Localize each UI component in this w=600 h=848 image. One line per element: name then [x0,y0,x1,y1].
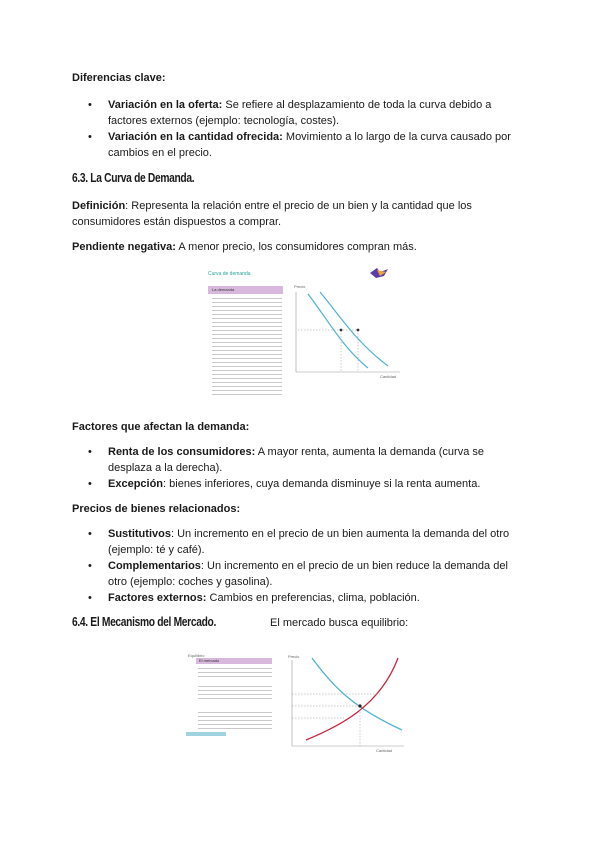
list-item [72,444,542,476]
axis-x-label: Cantidad [380,374,397,379]
list-item [72,526,542,558]
key-diff-heading: Diferencias clave: [72,72,166,84]
definition-term: Definición [72,200,126,212]
highlight-bar [208,286,283,294]
list-item [72,129,542,161]
list-item-text-cont: (ejemplo: té y café). [108,544,205,556]
highlight-label: El mercado [199,658,220,663]
axis-x-label: Cantidad [376,748,393,753]
definition-text: : Representa la relación entre el precio de un bien y la cantidad que los [125,200,472,212]
list-item-text: Se refiere al desplazamiento de toda la curva debido a [222,99,492,111]
demand-chart [288,280,410,406]
equilibrium-chart [284,650,412,754]
slope-text: A menor precio, los consumidores compran más. [175,241,417,253]
list-item-text: : Un incremento en el precio de un bien reduce la demanda del [200,560,508,572]
list-item-text-cont: cambios en el precio. [108,147,212,159]
list-item-text-cont: desplaza a la derecha). [108,462,223,474]
figure-caption: Curva de demanda [208,271,251,277]
demand-curve-1 [308,294,368,368]
highlight-bar [196,658,272,664]
list-item-text: A mayor renta, aumenta la demanda (curva se [255,446,484,458]
list-item-term: Factores externos: [108,592,207,604]
axis-y-label: Precio [288,654,300,659]
equilibrium-figure [184,646,414,756]
section-title-6-3: 6.3. La Curva de Demanda. [72,171,195,185]
list-item-text-cont: otro (ejemplo: coches y gasolina). [108,576,273,588]
figure-text-block [198,684,272,700]
axis-y-label: Precio [294,284,306,289]
figure-text-block [198,666,272,678]
point-b [357,329,360,332]
slope-term: Pendiente negativa: [72,241,176,253]
list-item-term: Complementarios [108,560,201,572]
equilibrium-point [358,704,361,707]
key-diff-list [72,97,542,161]
list-item-term: Variación en la cantidad ofrecida: [108,131,283,143]
list-item [72,97,542,129]
list-item [72,590,542,606]
factors-heading: Factores que afectan la demanda: [72,421,250,433]
figure-caption: Equilibrio [188,653,205,658]
point-a [340,329,343,332]
figure-text-block [212,296,282,396]
supply-curve [306,658,398,740]
list-item-text: : bienes inferiores, cuya demanda disminuye si la renta aumenta. [163,478,481,490]
section-title-6-4: 6.4. El Mecanismo del Mercado. [72,615,216,629]
teal-note [186,732,226,736]
definition-text-cont: consumidores están dispuestos a comprar. [72,216,282,228]
demand-curve-figure [200,266,410,406]
slope-paragraph [72,239,417,255]
related-heading: Precios de bienes relacionados: [72,503,241,515]
factors-list [72,444,542,492]
figure-text-block [198,710,272,730]
list-item [72,558,542,590]
list-item [72,476,542,492]
definition-paragraph [72,198,542,230]
list-item-term: Variación en la oferta: [108,99,223,111]
related-list [72,526,542,606]
market-aside: El mercado busca equilibrio: [270,617,409,629]
list-item-text-cont: factores externos (ejemplo: tecnología, costes). [108,115,340,127]
list-item-term: Renta de los consumidores: [108,446,256,458]
list-item-text: Cambios en preferencias, clima, población. [206,592,420,604]
list-item-text: Movimiento a lo largo de la curva causado por [282,131,511,143]
list-item-term: Excepción [108,478,164,490]
list-item-term: Sustitutivos [108,528,171,540]
logo-icon [368,266,392,280]
highlight-label: La demanda [212,287,235,292]
list-item-text: : Un incremento en el precio de un bien aumenta la demanda del otro [170,528,510,540]
